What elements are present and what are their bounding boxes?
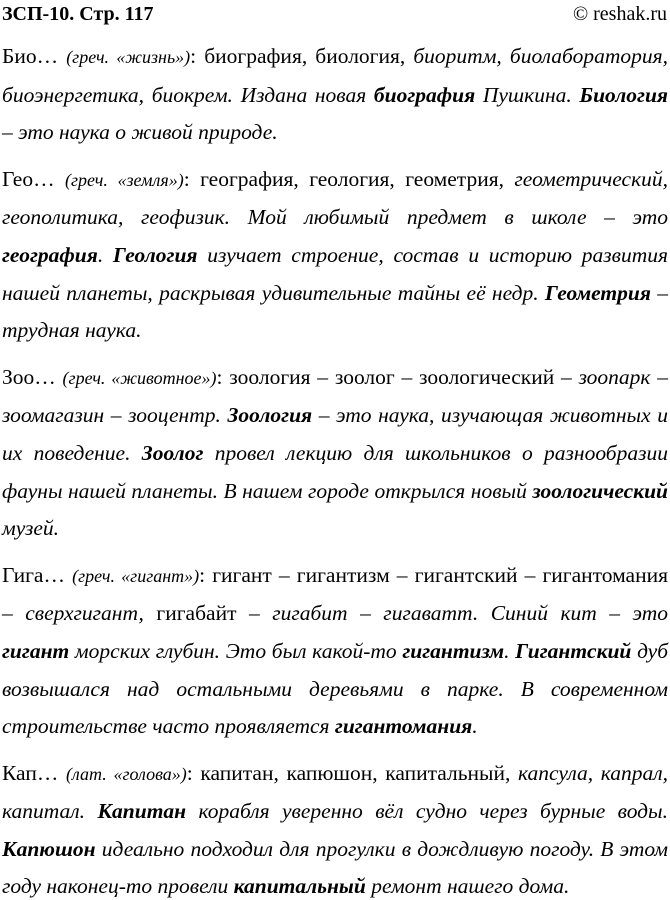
text-run: гигантомания (334, 714, 473, 739)
text-run: морских глубин. Это был какой-то (69, 638, 403, 663)
page-title: ЗСП-10. Стр. 117 (2, 3, 154, 25)
text-run: зоологический (532, 478, 668, 503)
text-run: Зоология (227, 403, 313, 428)
text-run: зоопарк – зоомагазин – зооцентр. (2, 364, 668, 428)
text-run: гигабайт (156, 601, 249, 626)
text-run: Пушкина. (475, 82, 580, 107)
text-run: . (472, 714, 478, 739)
paragraph-Зоо (2, 359, 668, 548)
text-run: Био… (2, 44, 67, 68)
text-run: : капитан, капюшон, капитальный, (186, 760, 518, 785)
text-run: гигантизм (402, 638, 505, 663)
text-run: (лат. «голова») (65, 763, 187, 784)
copyright-notice: © reshak.ru (572, 3, 667, 25)
text-run: Гига… (2, 562, 73, 587)
text-run: Капюшон (2, 836, 96, 861)
text-run: провел лекцию для школьников о разнообразии фауны нашей планеты. В нашем городе открылся новый (2, 440, 668, 503)
text-run: Зоолог (141, 440, 204, 465)
text-run: Гео… (2, 166, 66, 191)
text-run: идеально подходил для прогулки в дождливую погоду. В этом году наконец-то провели (2, 836, 668, 899)
text-run: Капитан (97, 799, 187, 824)
paragraph-Гео (2, 161, 668, 350)
text-run: : зоология – зоолог – зоологический – (216, 364, 579, 389)
text-run: : гигант – гигантизм – гигантский – гигантомания (199, 562, 669, 587)
text-run: Биология (579, 82, 669, 107)
page-header (0, 0, 670, 25)
text-run: геометрический, геополитика, геофизик. Мой любимый предмет в школе – это (2, 166, 668, 230)
text-run: изучает строение, состав и историю развития нашей планеты, раскрывая удивительные тайны её недр. (2, 242, 669, 305)
paragraph-Био (2, 38, 668, 152)
text-run: – сверхгигант, (2, 601, 157, 626)
paragraph-Кап (2, 755, 668, 900)
text-run: Зоо… (2, 364, 63, 389)
document-body (0, 25, 670, 900)
text-run: капсула, капрал, капитал. (2, 760, 669, 824)
text-run: Геометрия (544, 280, 651, 305)
text-run: – трудная наука. (2, 280, 668, 343)
text-run: Гигантский (515, 638, 632, 663)
paragraph-Гига (2, 557, 668, 746)
text-run: музей. (2, 516, 60, 541)
text-run: корабля уверенно вёл судно через бурные воды. (186, 799, 668, 824)
text-run: дуб возвышался над остальными деревьями в парке. В современном строительстве часто проявляется (2, 638, 669, 739)
text-run: (греч. «животное») (62, 367, 217, 388)
text-run: биография (373, 82, 476, 107)
text-run: Геология (112, 242, 198, 267)
text-run: – это наука, изучающая животных и их поведение. (2, 403, 668, 465)
text-run: Кап… (2, 760, 66, 785)
text-run: (греч. «гигант») (72, 565, 200, 586)
text-run: капитальный (233, 874, 366, 899)
text-run: ремонт нашего дома. (365, 874, 570, 899)
text-run: география (2, 242, 98, 267)
text-run: : география, геология, геометрия, (183, 166, 515, 191)
text-run: биоритм, биолаборатория, биоэнергетика, биокрем. Издана новая (2, 44, 668, 107)
text-run: . (97, 242, 113, 267)
text-run: (греч. «земля») (65, 169, 184, 190)
text-run: : биография, биология, (190, 44, 414, 68)
text-run: (греч. «жизнь») (66, 47, 191, 67)
text-run: гигант (2, 638, 70, 663)
text-run: – гигабит – гигаватт. Синий кит – это (248, 601, 668, 626)
text-run: . (504, 638, 516, 663)
text-run: – это наука о живой природе. (2, 120, 278, 145)
